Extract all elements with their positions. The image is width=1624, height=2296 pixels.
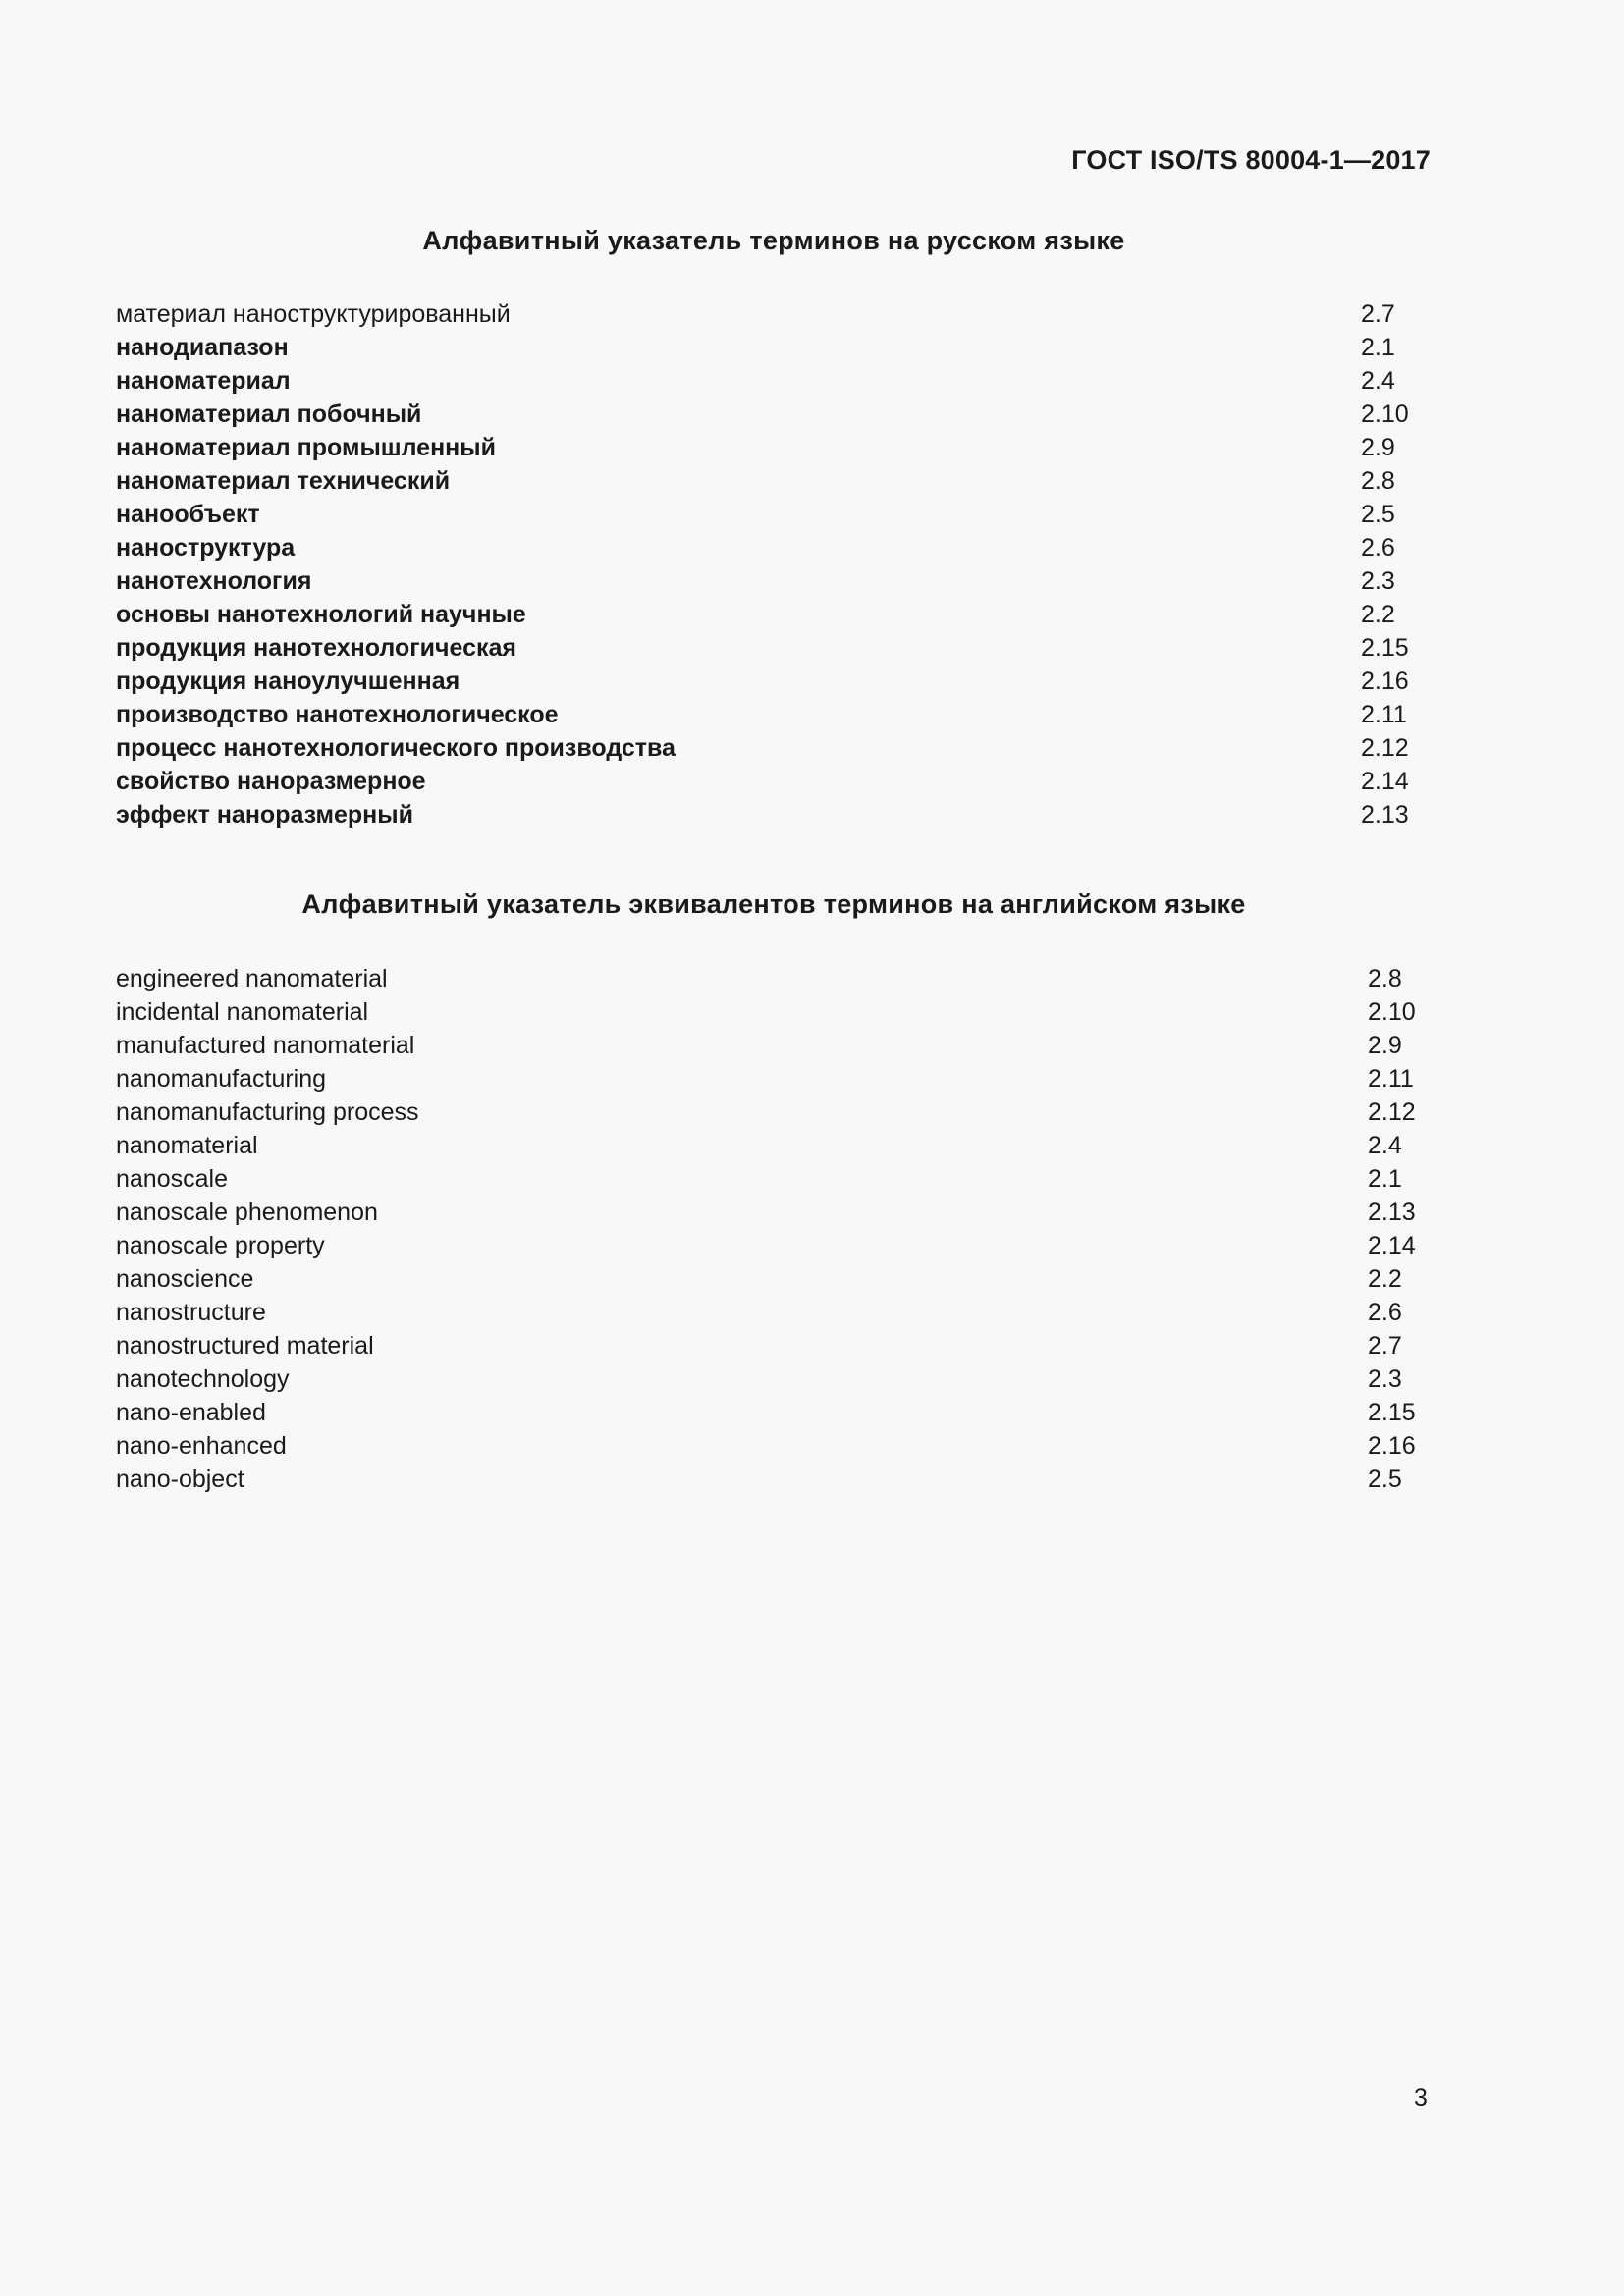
index-row: [116, 1463, 1402, 1496]
index-row: [116, 398, 1409, 431]
index-term: наноматериал побочный: [116, 400, 422, 428]
index-ref: 2.1: [1368, 1165, 1402, 1193]
index-row: [116, 1262, 1402, 1296]
index-row: [116, 331, 1395, 364]
index-term: nanoscale: [116, 1165, 228, 1193]
index-term: наноструктура: [116, 534, 296, 561]
index-term: nanomaterial: [116, 1132, 258, 1159]
index-row: [116, 995, 1416, 1029]
index-ref: 2.15: [1361, 634, 1409, 662]
index-ref: 2.16: [1368, 1432, 1416, 1460]
index-term: нанообъект: [116, 501, 260, 528]
index-row: [116, 1196, 1416, 1229]
russian-index-list: [116, 297, 1409, 831]
index-row: [116, 297, 1395, 331]
index-ref: 2.12: [1361, 734, 1409, 762]
index-term: nanostructured material: [116, 1332, 374, 1360]
russian-index-title: Алфавитный указатель терминов на русском языке: [422, 226, 1125, 255]
index-term: эффект наноразмерный: [116, 801, 413, 828]
index-term: наноматериал технический: [116, 467, 451, 495]
index-term: продукция наноулучшенная: [116, 667, 460, 695]
index-term: nano-object: [116, 1466, 244, 1493]
index-row: [116, 464, 1395, 498]
index-ref: 2.14: [1361, 768, 1409, 795]
index-ref: 2.9: [1361, 434, 1395, 461]
index-row: [116, 1396, 1416, 1429]
index-ref: 2.9: [1368, 1032, 1402, 1059]
index-row: [116, 431, 1395, 464]
index-ref: 2.13: [1368, 1199, 1416, 1226]
index-term: nano-enhanced: [116, 1432, 287, 1460]
index-row: [116, 765, 1409, 798]
index-ref: 2.6: [1361, 534, 1395, 561]
index-term: nanoscale phenomenon: [116, 1199, 378, 1226]
index-term: нанотехнология: [116, 567, 312, 595]
index-row: [116, 1229, 1416, 1262]
index-term: материал наноструктурированный: [116, 300, 511, 328]
index-term: nanomanufacturing process: [116, 1098, 419, 1126]
index-term: engineered nanomaterial: [116, 965, 388, 992]
index-term: нанодиапазон: [116, 334, 289, 361]
index-term: nanoscale property: [116, 1232, 325, 1259]
index-term: nanomanufacturing: [116, 1065, 327, 1093]
index-ref: 2.8: [1368, 965, 1402, 992]
english-index-list: [116, 962, 1416, 1496]
index-ref: 2.10: [1368, 998, 1416, 1026]
index-term: incidental nanomaterial: [116, 998, 369, 1026]
index-term: nanostructure: [116, 1299, 266, 1326]
index-row: [116, 1362, 1402, 1396]
index-row: [116, 698, 1407, 731]
index-term: nanotechnology: [116, 1365, 290, 1393]
index-term: свойство наноразмерное: [116, 768, 426, 795]
index-ref: 2.15: [1368, 1399, 1416, 1426]
index-row: [116, 1296, 1402, 1329]
document-code: ГОСТ ISO/TS 80004-1—2017: [1071, 145, 1431, 175]
index-ref: 2.13: [1361, 801, 1409, 828]
index-row: [116, 962, 1402, 995]
index-row: [116, 531, 1395, 564]
index-row: [116, 1162, 1402, 1196]
index-term: процесс нанотехнологического производства: [116, 734, 676, 762]
index-ref: 2.3: [1361, 567, 1395, 595]
index-ref: 2.14: [1368, 1232, 1416, 1259]
index-ref: 2.7: [1361, 300, 1395, 328]
english-index-title: Алфавитный указатель эквивалентов терминов на английском языке: [301, 889, 1246, 919]
index-row: [116, 1129, 1402, 1162]
index-term: производство нанотехнологическое: [116, 701, 559, 728]
index-term: наноматериал: [116, 367, 291, 395]
index-row: [116, 1029, 1402, 1062]
index-row: [116, 1095, 1416, 1129]
index-ref: 2.4: [1368, 1132, 1402, 1159]
index-row: [116, 665, 1409, 698]
index-ref: 2.3: [1368, 1365, 1402, 1393]
index-ref: 2.5: [1368, 1466, 1402, 1493]
index-ref: 2.5: [1361, 501, 1395, 528]
index-row: [116, 631, 1409, 665]
index-row: [116, 798, 1409, 831]
index-row: [116, 564, 1395, 598]
index-ref: 2.4: [1361, 367, 1395, 395]
index-row: [116, 498, 1395, 531]
index-ref: 2.16: [1361, 667, 1409, 695]
index-row: [116, 731, 1409, 765]
index-row: [116, 364, 1395, 398]
page-number: 3: [1414, 2084, 1428, 2111]
index-ref: 2.12: [1368, 1098, 1416, 1126]
index-ref: 2.8: [1361, 467, 1395, 495]
index-term: наноматериал промышленный: [116, 434, 496, 461]
index-ref: 2.2: [1368, 1265, 1402, 1293]
index-row: [116, 1329, 1402, 1362]
index-row: [116, 1062, 1414, 1095]
index-ref: 2.2: [1361, 601, 1395, 628]
index-term: основы нанотехнологий научные: [116, 601, 526, 628]
index-ref: 2.7: [1368, 1332, 1402, 1360]
index-ref: 2.11: [1361, 701, 1407, 728]
index-ref: 2.11: [1368, 1065, 1414, 1093]
index-ref: 2.6: [1368, 1299, 1402, 1326]
index-term: nanoscience: [116, 1265, 254, 1293]
index-term: продукция нанотехнологическая: [116, 634, 516, 662]
index-term: manufactured nanomaterial: [116, 1032, 415, 1059]
index-row: [116, 1429, 1416, 1463]
index-term: nano-enabled: [116, 1399, 266, 1426]
index-ref: 2.10: [1361, 400, 1409, 428]
index-ref: 2.1: [1361, 334, 1395, 361]
index-row: [116, 598, 1395, 631]
